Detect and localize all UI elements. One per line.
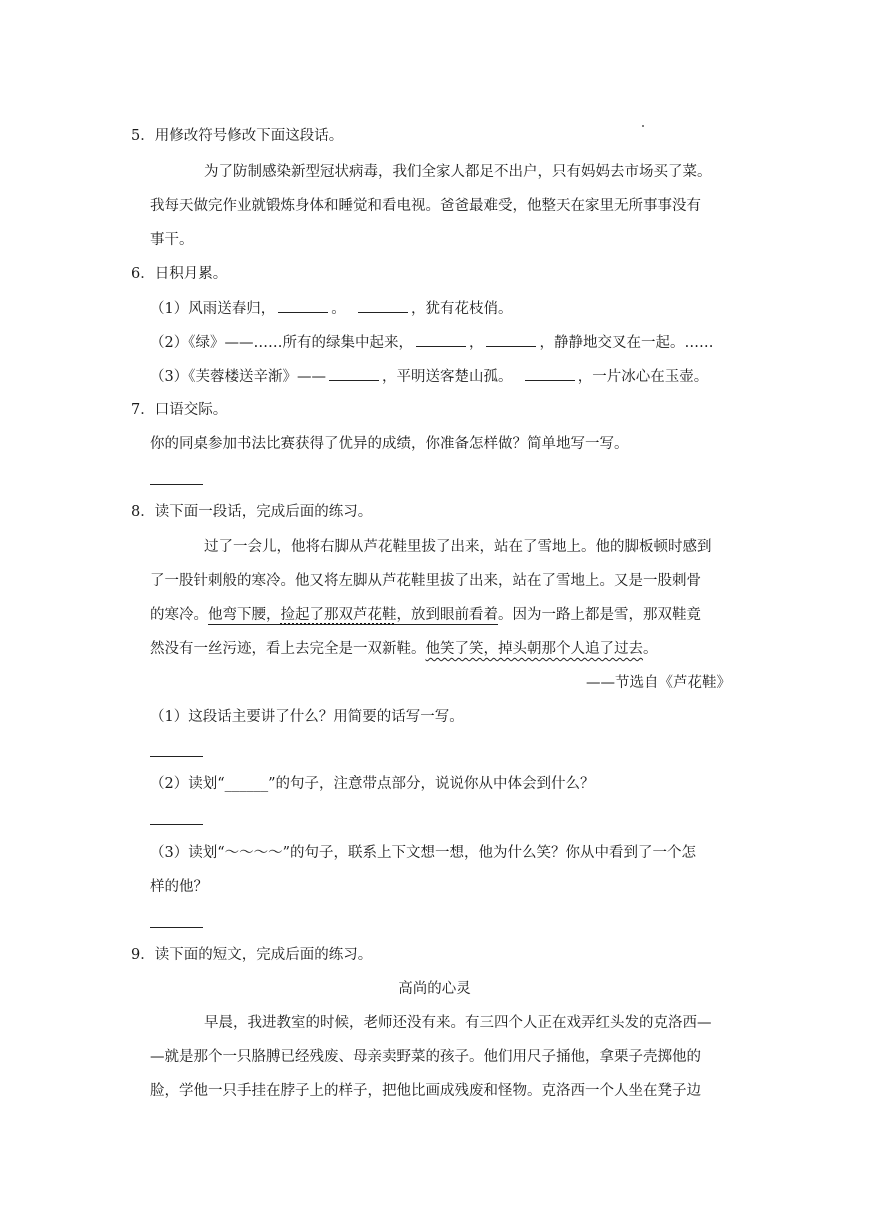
q5-title: 5．用修改符号修改下面这段话。 <box>131 128 344 144</box>
q8-title: 8．读下面一段话，完成后面的练习。 <box>131 504 373 520</box>
q9-passage-line-2: —就是那个一只胳膊已经残废、母亲卖野菜的孩子。他们用尺子捅他，拿栗子壳掷他的 <box>150 1049 701 1065</box>
q8-sub-2: （2）读划“______”的句子，注意带点部分，说说你从中体会到什么？ <box>150 776 595 792</box>
q9-title: 9．读下面的短文，完成后面的练习。 <box>131 947 373 963</box>
q9-passage-line-3: 脸，学他一只手挂在脖子上的样子，把他比画成残废和怪物。克洛西一个人坐在凳子边 <box>150 1083 701 1099</box>
fill-blank[interactable] <box>278 298 328 313</box>
underlined-sentence-end: ，放到眼前看着 <box>396 607 498 623</box>
answer-line[interactable] <box>150 824 203 825</box>
q8-passage-line-3 <box>150 605 701 625</box>
fill-blank[interactable] <box>358 298 408 313</box>
q8-p4-text-a: 然没有一丝污迹，看上去完全是一双新鞋。 <box>150 641 426 657</box>
q8-p3-text-a: 的寒冷。 <box>150 607 208 623</box>
q7-title: 7．口语交际。 <box>131 402 228 418</box>
q6-item-3 <box>150 366 708 387</box>
fill-blank[interactable] <box>329 366 379 381</box>
scan-dot <box>642 125 644 127</box>
q7-prompt: 你的同桌参加书法比赛获得了优异的成绩，你准备怎样做？简单地写一写。 <box>150 436 629 452</box>
q8-p4-text-c: 。 <box>643 641 658 657</box>
q6-item-3-text-a: （3）《芙蓉楼送辛渐》—— <box>150 369 326 385</box>
fill-blank[interactable] <box>486 332 536 347</box>
fill-blank[interactable] <box>525 366 575 381</box>
q6-item-1 <box>150 298 512 319</box>
q6-item-3-text-b: ，平明送客楚山孤。 <box>381 369 513 385</box>
q6-item-2-text-c: ，静静地交叉在一起。…… <box>539 335 714 351</box>
q5-line-2: 我每天做完作业就锻炼身体和睡觉和看电视。爸爸最难受，他整天在家里无所事事没有 <box>150 198 701 214</box>
q6-item-1-text-a: （1）风雨送春归， <box>150 301 276 317</box>
fill-blank[interactable] <box>416 332 466 347</box>
q6-item-2-text-a: （2）《绿》——……所有的绿集中起来， <box>150 335 413 351</box>
answer-line[interactable] <box>150 927 203 928</box>
q6-title: 6．日积月累。 <box>131 266 228 282</box>
q6-item-1-text-b: 。 <box>331 301 346 317</box>
q5-line-1: 为了防制感染新型冠状病毒，我们全家人都足不出户，只有妈妈去市场买了菜。 <box>204 164 712 180</box>
q8-source: ——节选自《芦花鞋》 <box>586 675 731 691</box>
q8-sub-1: （1）这段话主要讲了什么？用简要的话写一写。 <box>150 709 464 725</box>
q6-item-1-text-c: ，犹有花枝俏。 <box>410 301 513 317</box>
q6-item-3-text-c: ，一片冰心在玉壶。 <box>577 369 709 385</box>
q8-sub-3-line-1: （3）读划“～～～～”的句子，联系上下文想一想，他为什么笑？你从中看到了一个怎 <box>150 845 697 861</box>
q8-p3-text-e: 。因为一路上都是雪，那双鞋竟 <box>498 607 701 623</box>
answer-line[interactable] <box>150 756 203 757</box>
dotted-phrase: 捡起了那双芦花鞋 <box>280 607 397 623</box>
q6-item-2-text-b: ， <box>468 335 484 351</box>
wavy-sentence: 他笑了笑，掉头朝那个人追了过去 <box>425 641 643 657</box>
q8-passage-line-4 <box>150 639 658 659</box>
q9-passage-line-1: 早晨，我进教室的时候，老师还没有来。有三四个人正在戏弄红头发的克洛西— <box>204 1015 712 1031</box>
q8-sub-3-line-2: 样的他？ <box>150 879 208 895</box>
underlined-sentence: 他弯下腰， <box>208 607 281 623</box>
q8-passage-line-2: 了一股针刺般的寒冷。他又将左脚从芦花鞋里拔了出来，站在了雪地上。又是一股刺骨 <box>150 573 701 589</box>
q6-item-2 <box>150 332 713 353</box>
q8-passage-line-1: 过了一会儿，他将右脚从芦花鞋里拔了出来，站在了雪地上。他的脚板顿时感到 <box>204 539 712 555</box>
q9-passage-heading: 高尚的心灵 <box>398 981 471 997</box>
q5-line-3: 事干。 <box>150 232 194 248</box>
answer-line[interactable] <box>150 484 203 485</box>
